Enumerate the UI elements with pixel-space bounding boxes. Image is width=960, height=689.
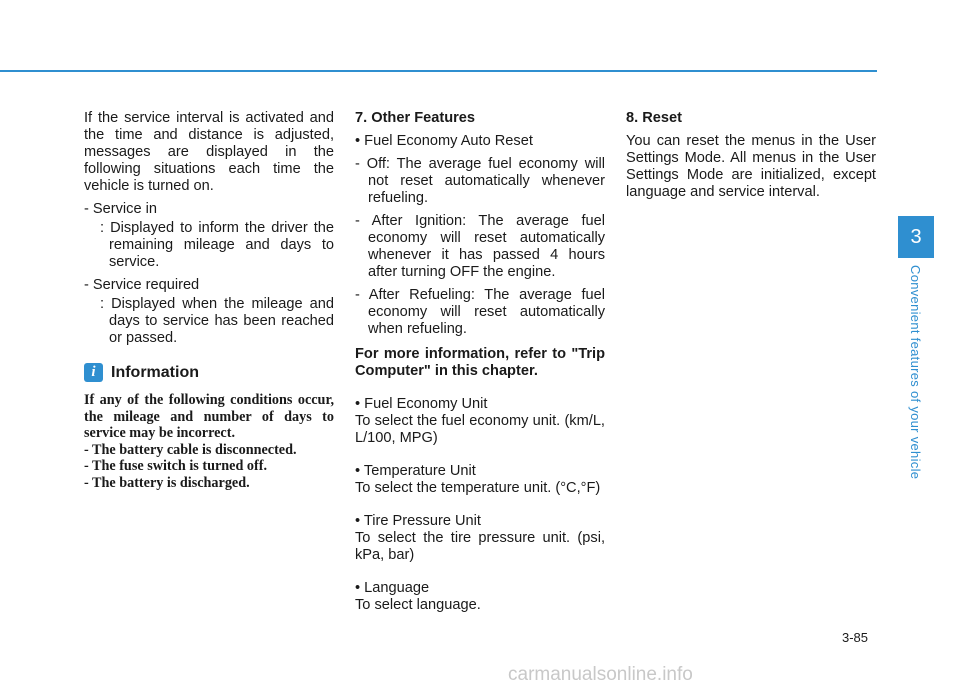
column-2 [355, 110, 605, 614]
info-icon: i [84, 363, 103, 382]
page-number: 3-85 [842, 630, 869, 645]
information-item: - The fuse switch is turned off. [84, 458, 267, 474]
information-title: Information [111, 364, 199, 381]
tire-pressure-unit-heading: • Tire Pressure Unit [355, 513, 481, 529]
chapter-title-text: Convenient features of your vehicle [908, 265, 923, 480]
fuel-auto-reset-heading: • Fuel Economy Auto Reset [355, 133, 533, 149]
column-1 [84, 110, 334, 491]
reset-description: You can reset the menus in the User Settings Mode. All menus in the User Settings Mode are initialized, except language and service interval. [626, 133, 876, 200]
reset-heading: 8. Reset [626, 110, 682, 126]
header-rule [0, 70, 877, 72]
more-info-note: For more information, refer to "Trip Computer" in this chapter. [355, 346, 605, 379]
service-in-description: : Displayed to inform the driver the remaining mileage and days to service. [100, 220, 334, 270]
service-required-description: : Displayed when the mileage and days to service has been reached or passed. [100, 296, 334, 346]
option-after-refueling: - After Refueling: The average fuel economy will reset automatically when refueling. [355, 287, 605, 337]
tire-pressure-unit-description: To select the tire pressure unit. (psi, kPa, bar) [355, 530, 605, 563]
information-item: - The battery cable is disconnected. [84, 441, 297, 458]
column-3 [626, 110, 876, 201]
service-in-heading: - Service in [84, 201, 157, 217]
language-description: To select language. [355, 597, 481, 613]
language-heading: • Language [355, 580, 430, 596]
service-required-heading: - Service required [84, 277, 200, 293]
option-off: - Off: The average fuel economy will not reset automatically whenever refueling. [355, 156, 605, 206]
temperature-unit-description: To select the temperature unit. (°C,°F) [355, 480, 601, 496]
other-features-heading: 7. Other Features [355, 110, 476, 126]
fuel-unit-description: To select the fuel economy unit. (km/L, L/100, MPG) [355, 413, 605, 446]
information-text: If any of the following conditions occur, the mileage and number of days to service may be incorrect. [84, 392, 334, 441]
watermark: carmanualsonline.info [508, 664, 693, 685]
fuel-unit-heading: • Fuel Economy Unit [355, 396, 488, 412]
information-item: - The battery is discharged. [84, 474, 250, 491]
chapter-number-tab: 3 [898, 216, 934, 258]
information-header [84, 363, 334, 382]
temperature-unit-heading: • Temperature Unit [355, 463, 476, 479]
intro-paragraph: If the service interval is activated and the time and distance is adjusted, messages are displayed in the following situations each time the vehicle is turned on. [84, 110, 334, 194]
option-after-ignition: - After Ignition: The average fuel economy will reset automatically whenever it has passed 4 hours after turning OFF the engine. [355, 213, 605, 280]
